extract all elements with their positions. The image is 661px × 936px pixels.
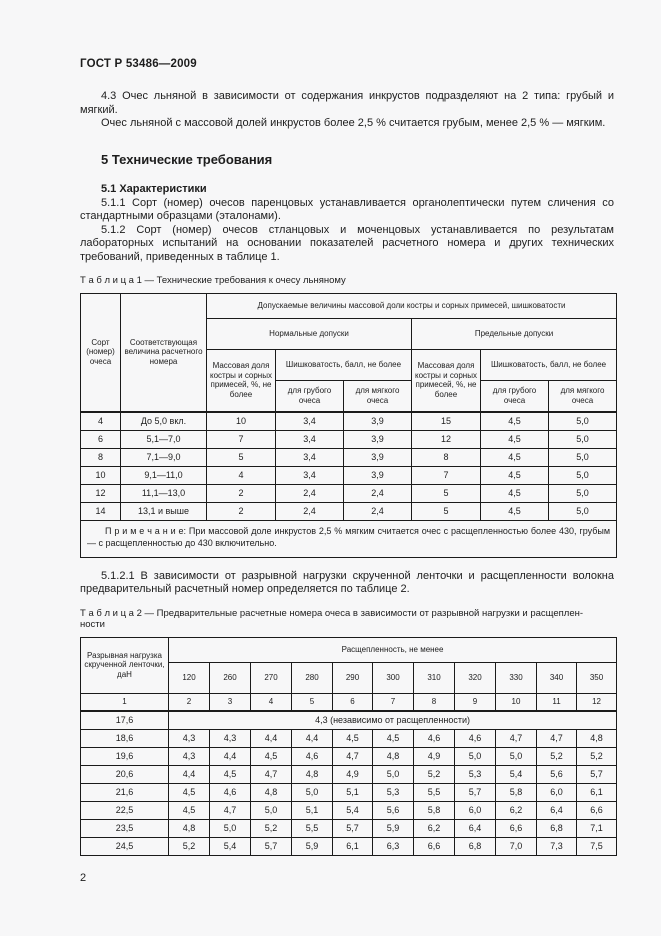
cell: 7,5: [577, 837, 617, 855]
col-number: 6: [333, 693, 373, 711]
table1-col-rough-limit: для грубого очеса: [481, 380, 549, 412]
cell: 14: [81, 502, 121, 520]
cell: 3,4: [276, 466, 344, 484]
cell: 4,5: [481, 484, 549, 502]
paragraph-5-1-1: 5.1.1 Сорт (номер) очесов паренцовых устанавливается органолептически путем сличения со стандартными образцами (эталонами).: [80, 196, 614, 222]
cell: 5,0: [496, 747, 537, 765]
cell: 4,5: [481, 448, 549, 466]
col-number: 2: [169, 693, 210, 711]
cell: 5,0: [549, 484, 617, 502]
cell: 4,8: [251, 783, 292, 801]
cell: 5,4: [496, 765, 537, 783]
cell: 5,0: [549, 430, 617, 448]
cell: 4,9: [414, 747, 455, 765]
cell: 19,6: [81, 747, 169, 765]
table2-span-split: Расщепленность, не менее: [169, 637, 617, 662]
table1-col-soft-normal: для мягкого очеса: [344, 380, 412, 412]
table1-span-allowed: Допускаемые величины массовой доли костры и сорных примесей, шишковатости: [207, 293, 617, 318]
cell: 7: [412, 466, 481, 484]
cell: 5,0: [292, 783, 333, 801]
col-number: 12: [577, 693, 617, 711]
cell: 4,5: [481, 430, 549, 448]
table2-caption-line2: ности: [80, 619, 105, 630]
cell: 5,9: [373, 819, 414, 837]
split-value: 270: [251, 662, 292, 693]
cell: 2,4: [276, 484, 344, 502]
cell: 5: [412, 484, 481, 502]
cell: 12: [81, 484, 121, 502]
cell: 5,2: [414, 765, 455, 783]
cell: 4,5: [481, 412, 549, 431]
cell: 3,4: [276, 412, 344, 431]
cell: 5,2: [537, 747, 577, 765]
col-number: 8: [414, 693, 455, 711]
cell: 5,1: [333, 783, 373, 801]
cell: 5,7: [251, 837, 292, 855]
cell: 4,3: [169, 747, 210, 765]
cell: 5,4: [333, 801, 373, 819]
cell: 2: [207, 502, 276, 520]
cell: 5,6: [537, 765, 577, 783]
cell: 6,6: [496, 819, 537, 837]
cell: 6,8: [455, 837, 496, 855]
table1-span-normal: Нормальные допуски: [207, 318, 412, 349]
cell: 5,1: [292, 801, 333, 819]
cell: 2,4: [276, 502, 344, 520]
table1-col-mass-limit: Массовая доля костры и сорных примесей, %, не более: [412, 349, 481, 412]
cell: 3,9: [344, 466, 412, 484]
table2-caption: [80, 608, 614, 631]
cell: 5,0: [549, 448, 617, 466]
cell: 5,8: [496, 783, 537, 801]
cell: 21,6: [81, 783, 169, 801]
col-number: 5: [292, 693, 333, 711]
table2-caption-line1: Т а б л и ц а 2 — Предварительные расчетные номера очеса в зависимости от разрывной нагрузки и расщеплен-: [80, 607, 584, 619]
cell: 6,8: [537, 819, 577, 837]
cell: 7,0: [496, 837, 537, 855]
cell: 4,3: [169, 729, 210, 747]
table-row: [81, 801, 617, 819]
cell: 6,6: [577, 801, 617, 819]
table-row: [81, 765, 617, 783]
cell: 6,2: [414, 819, 455, 837]
table1-span-shish-limit: Шишковатость, балл, не более: [481, 349, 617, 380]
cell: 6,0: [537, 783, 577, 801]
cell: 8: [412, 448, 481, 466]
cell: 5,7: [577, 765, 617, 783]
cell: 4,5: [169, 801, 210, 819]
cell: 4,5: [481, 502, 549, 520]
cell: 22,5: [81, 801, 169, 819]
table-row: [81, 412, 617, 431]
cell: 4,4: [251, 729, 292, 747]
table1-note: П р и м е ч а н и е: При массовой доле инкрустов 2,5 % мягким считается очес с расщепленностью более 430, грубым — с расщепленностью до 430 включительно.: [81, 520, 617, 557]
col-number: 1: [81, 693, 169, 711]
cell: 5,7: [333, 819, 373, 837]
cell: 5,9: [292, 837, 333, 855]
cell: 6: [81, 430, 121, 448]
cell: 4,4: [292, 729, 333, 747]
cell: 2: [207, 484, 276, 502]
col-number: 4: [251, 693, 292, 711]
split-value: 260: [210, 662, 251, 693]
cell: 4,5: [169, 783, 210, 801]
table-row: [81, 747, 617, 765]
split-value: 330: [496, 662, 537, 693]
table1-span-shish-normal: Шишковатость, балл, не более: [276, 349, 412, 380]
cell: 4,9: [333, 765, 373, 783]
cell: 6,2: [496, 801, 537, 819]
table-row: [81, 783, 617, 801]
table1-col-mass-normal: Массовая доля костры и сорных примесей, %, не более: [207, 349, 276, 412]
cell: 5,4: [210, 837, 251, 855]
cell: 5,2: [251, 819, 292, 837]
cell: 4,6: [292, 747, 333, 765]
cell: 5,0: [455, 747, 496, 765]
split-value: 320: [455, 662, 496, 693]
cell: 6,1: [333, 837, 373, 855]
split-value: 300: [373, 662, 414, 693]
cell: 5,2: [169, 837, 210, 855]
cell: 4,7: [537, 729, 577, 747]
table-row: [81, 819, 617, 837]
cell: 4,7: [251, 765, 292, 783]
table-row: [81, 466, 617, 484]
table1-col-sort: Сорт (номер) очеса: [81, 293, 121, 412]
cell: 4,7: [210, 801, 251, 819]
cell: 8: [81, 448, 121, 466]
col-number: 7: [373, 693, 414, 711]
table-row: [81, 837, 617, 855]
cell: 9,1—11,0: [121, 466, 207, 484]
page-number: 2: [80, 871, 87, 884]
cell: 15: [412, 412, 481, 431]
cell: 3,4: [276, 430, 344, 448]
cell: 6,1: [577, 783, 617, 801]
cell: 5,0: [251, 801, 292, 819]
table1-col-rough-normal: для грубого очеса: [276, 380, 344, 412]
table2: [80, 637, 617, 856]
cell: 13,1 и выше: [121, 502, 207, 520]
cell: 4,5: [251, 747, 292, 765]
cell: 17,6: [81, 711, 169, 730]
cell: 6,3: [373, 837, 414, 855]
cell: 4,5: [210, 765, 251, 783]
cell: 5,7: [455, 783, 496, 801]
cell: 4,6: [414, 729, 455, 747]
cell: 5,0: [549, 466, 617, 484]
section-5-heading: 5 Технические требования: [101, 151, 273, 167]
cell: 7,3: [537, 837, 577, 855]
cell: До 5,0 вкл.: [121, 412, 207, 431]
cell: 4,6: [455, 729, 496, 747]
cell: 5,1—7,0: [121, 430, 207, 448]
col-number: 9: [455, 693, 496, 711]
cell: 5,0: [549, 502, 617, 520]
cell: 4,5: [333, 729, 373, 747]
cell: 3,4: [276, 448, 344, 466]
cell: 10: [81, 466, 121, 484]
table1-span-limit: Предельные допуски: [412, 318, 617, 349]
col-number: 3: [210, 693, 251, 711]
cell: 3,9: [344, 412, 412, 431]
paragraph-4-3-cont: Очес льняной с массовой долей инкрустов более 2,5 % считается грубым, менее 2,5 % — мягким.: [101, 117, 606, 129]
cell: 6,4: [537, 801, 577, 819]
cell: 2,4: [344, 502, 412, 520]
cell: 12: [412, 430, 481, 448]
cell: 23,5: [81, 819, 169, 837]
cell: 5,5: [414, 783, 455, 801]
cell: 5,0: [549, 412, 617, 431]
cell: 4,8: [373, 747, 414, 765]
cell: 5,8: [414, 801, 455, 819]
cell: 20,6: [81, 765, 169, 783]
cell: 5,6: [373, 801, 414, 819]
cell: 4: [207, 466, 276, 484]
cell: 4,4: [169, 765, 210, 783]
table-row: [81, 729, 617, 747]
split-value: 310: [414, 662, 455, 693]
cell: 4,4: [210, 747, 251, 765]
table-row: [81, 484, 617, 502]
cell: 7,1—9,0: [121, 448, 207, 466]
cell: 3,9: [344, 430, 412, 448]
cell: 4,5: [481, 466, 549, 484]
cell: 7,1: [577, 819, 617, 837]
cell: 5,0: [373, 765, 414, 783]
section-5-1-heading: 5.1 Характеристики: [101, 182, 207, 195]
table1: [80, 293, 617, 558]
table1-caption: Т а б л и ц а 1 — Технические требования к очесу льняному: [80, 275, 346, 286]
cell: 4,8: [577, 729, 617, 747]
split-value: 120: [169, 662, 210, 693]
doc-header: ГОСТ Р 53486—2009: [80, 58, 197, 70]
paragraph-5-1-2: 5.1.2 Сорт (номер) очесов стланцовых и моченцовых устанавливается по результатам лабораторных испытаний на основании показателей расчетного номера и других технических требований, приведенных в таблице 1.: [80, 223, 614, 263]
split-value: 290: [333, 662, 373, 693]
cell: 5,2: [577, 747, 617, 765]
cell: 11,1—13,0: [121, 484, 207, 502]
cell: 4,5: [373, 729, 414, 747]
cell: 7: [207, 430, 276, 448]
table-row: [81, 448, 617, 466]
paragraph-4-3: 4.3 Очес льняной в зависимости от содержания инкрустов подразделяют на 2 типа: грубый и мягкий.: [80, 90, 614, 116]
col-number: 11: [537, 693, 577, 711]
table1-col-soft-limit: для мягкого очеса: [549, 380, 617, 412]
col-number: 10: [496, 693, 537, 711]
paragraph-5-1-2-1: 5.1.2.1 В зависимости от разрывной нагрузки скрученной ленточки и расщепленности волокна предварительный расчетный номер определяется по таблице 2.: [80, 569, 614, 595]
cell: 5,5: [292, 819, 333, 837]
split-value: 350: [577, 662, 617, 693]
table-note-row: [81, 520, 617, 557]
table1-col-calc-number: Соответствующая величина расчетного номера: [121, 293, 207, 412]
cell: 18,6: [81, 729, 169, 747]
cell-span: 4,3 (независимо от расщепленности): [169, 711, 617, 730]
cell: 4,8: [169, 819, 210, 837]
cell: 6,0: [455, 801, 496, 819]
cell: 5: [412, 502, 481, 520]
cell: 2,4: [344, 484, 412, 502]
table2-col-load: Разрывная нагрузка скрученной ленточки, даН: [81, 637, 169, 693]
cell: 5,3: [455, 765, 496, 783]
table-row: [81, 502, 617, 520]
cell: 4: [81, 412, 121, 431]
cell: 24,5: [81, 837, 169, 855]
cell: 4,7: [496, 729, 537, 747]
cell: 6,6: [414, 837, 455, 855]
cell: 3,9: [344, 448, 412, 466]
cell: 6,4: [455, 819, 496, 837]
table-row: [81, 711, 617, 730]
cell: 4,3: [210, 729, 251, 747]
cell: 5,0: [210, 819, 251, 837]
split-value: 340: [537, 662, 577, 693]
cell: 4,8: [292, 765, 333, 783]
table-row: [81, 430, 617, 448]
split-value: 280: [292, 662, 333, 693]
cell: 10: [207, 412, 276, 431]
cell: 5: [207, 448, 276, 466]
cell: 4,7: [333, 747, 373, 765]
cell: 4,6: [210, 783, 251, 801]
cell: 5,3: [373, 783, 414, 801]
